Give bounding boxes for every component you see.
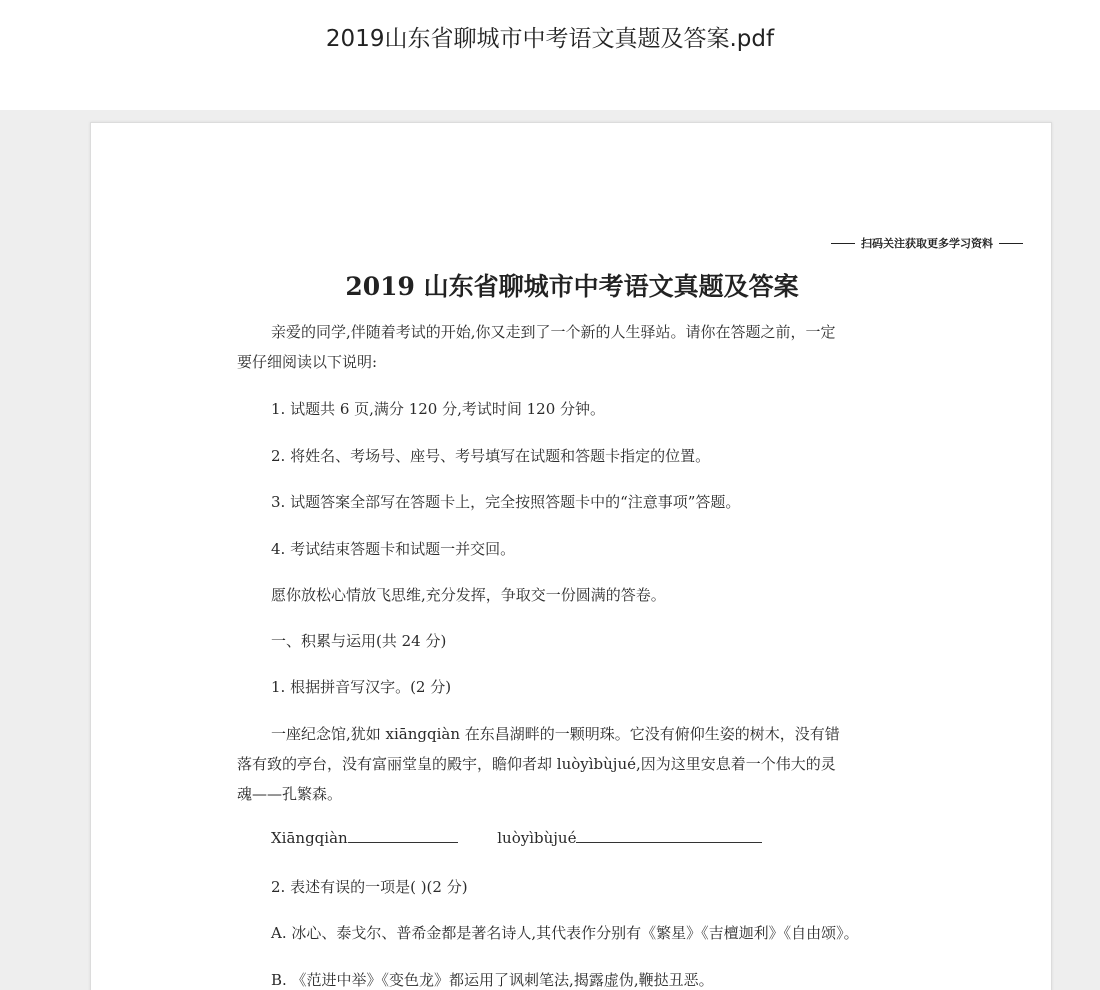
passage-line: 落有致的亭台，没有富丽堂皇的殿宇，瞻仰者却 luòyìbùjué,因为这里安息着一个伟大的灵 bbox=[237, 755, 836, 773]
passage-line: 魂——孔繁森。 bbox=[237, 785, 343, 803]
header-rule-left bbox=[831, 243, 855, 244]
intro-line: 亲爱的同学,伴随着考试的开始,你又走到了一个新的人生驿站。请你在答题之前，一定 bbox=[271, 323, 836, 341]
file-title: 2019山东省聊城市中考语文真题及答案.pdf bbox=[325, 26, 775, 52]
document-title: 2019 山东省聊城市中考语文真题及答案 bbox=[345, 272, 799, 301]
blank-a-label: Xiāngqiàn bbox=[271, 829, 348, 847]
pdf-viewer[interactable] bbox=[0, 110, 1100, 990]
option-b: B. 《范进中举》《变色龙》都运用了讽刺笔法,揭露虚伪,鞭挞丑恶。 bbox=[271, 971, 714, 989]
instruction-item: 4. 考试结束答题卡和试题一并交回。 bbox=[271, 540, 516, 558]
title-bar bbox=[0, 0, 1100, 110]
answer-blank-a bbox=[348, 829, 458, 843]
scan-header-text: 扫码关注获取更多学习资料 bbox=[861, 237, 993, 250]
instruction-item: 2. 将姓名、考场号、座号、考号填写在试题和答题卡指定的位置。 bbox=[271, 447, 711, 465]
pdf-page bbox=[90, 122, 1052, 990]
blank-b-label: luòyìbùjué bbox=[497, 829, 577, 847]
section-heading: 一、积累与运用(共 24 分) bbox=[271, 632, 447, 650]
passage-line: 一座纪念馆,犹如 xiāngqiàn 在东昌湖畔的一颗明珠。它没有俯仰生姿的树木，没有错 bbox=[271, 725, 840, 743]
instruction-item: 3. 试题答案全部写在答题卡上，完全按照答题卡中的“注意事项”答题。 bbox=[271, 493, 741, 511]
intro-line: 要仔细阅读以下说明: bbox=[237, 353, 378, 371]
question-2-label: 2. 表述有误的一项是( )(2 分) bbox=[271, 878, 468, 896]
answer-blanks-row bbox=[271, 829, 762, 847]
wish-text: 愿你放松心情放飞思维,充分发挥，争取交一份圆满的答卷。 bbox=[271, 586, 666, 604]
question-1-label: 1. 根据拼音写汉字。(2 分) bbox=[271, 678, 452, 696]
scan-header bbox=[831, 235, 1023, 251]
instruction-item: 1. 试题共 6 页,满分 120 分,考试时间 120 分钟。 bbox=[271, 400, 606, 418]
answer-blank-b bbox=[576, 829, 762, 843]
header-rule-right bbox=[999, 243, 1023, 244]
option-a: A. 冰心、泰戈尔、普希金都是著名诗人,其代表作分别有《繁星》《吉檀迦利》《自由颂》。 bbox=[271, 924, 859, 942]
